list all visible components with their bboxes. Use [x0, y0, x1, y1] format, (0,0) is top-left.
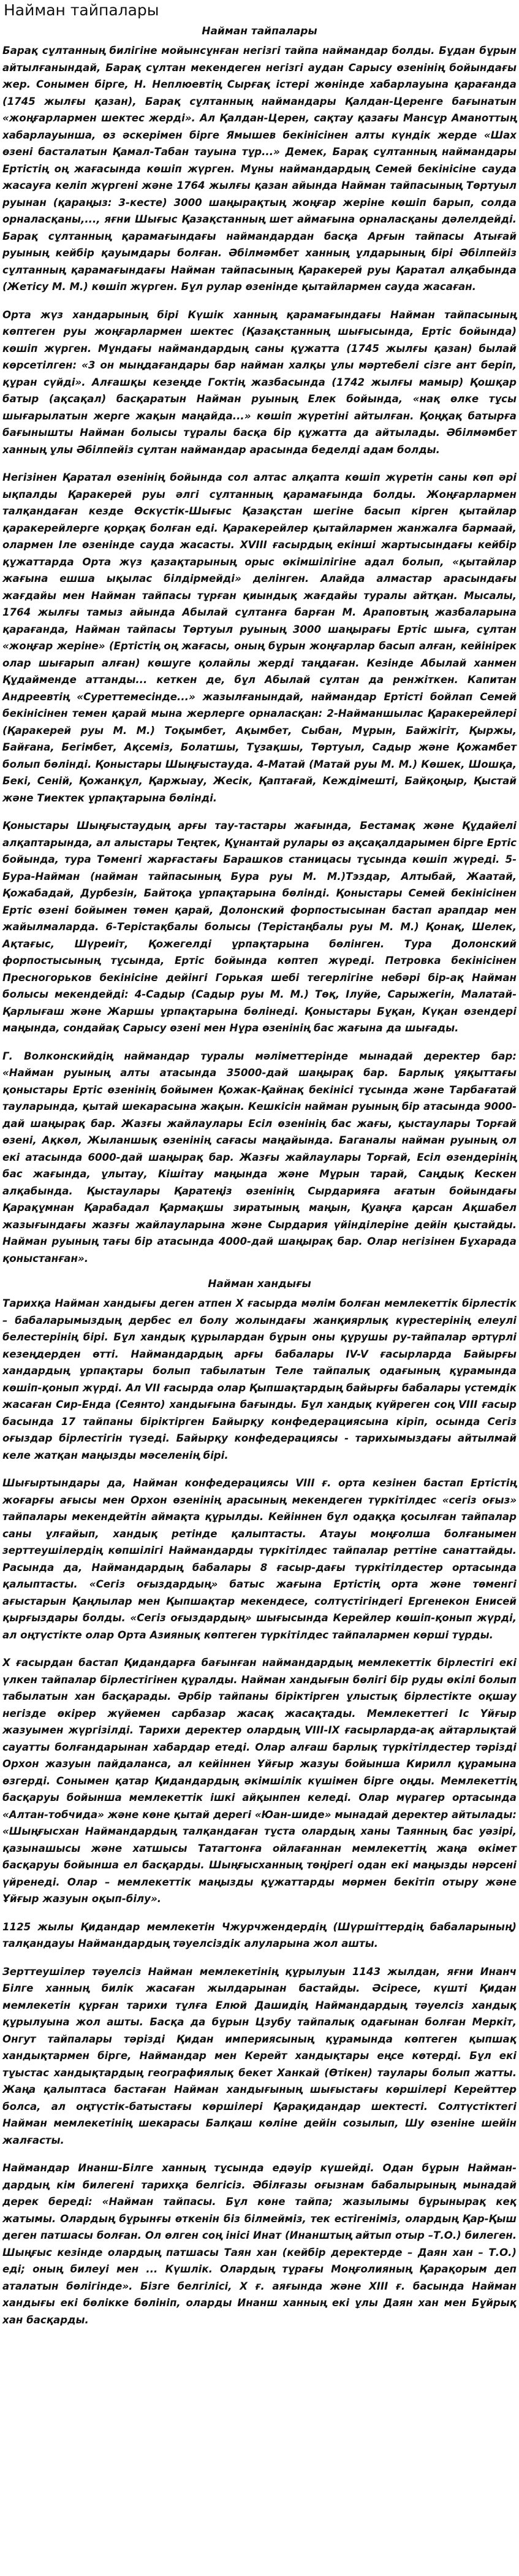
- paragraph: Тарихқа Найман хандығы деген атпен Х ғасырда мәлім болған мемлекеттік бірлестік – бабаларымыздың дербес ел болу жолындағы жанқиярлық күрестерінің елеулі белестерінің бірі. Бұл хандық құрылардан бұрын оны құрушы ру-тайпалар әртүрлі кезеңдерден өтті. Наймандардың арғы бабалары ІV-V ғасырларда Байырғы хандардың ұрпақтары болып табылатын Теле тайпалық одағының құрамында көшіп-қонып жүрді. Ал VII ғасырда олар Қыпшақтардың байырғы бабалары үстемдік жасаған Сир-Енда (Сеянто) хандығына бағынды. Бұл хандық күйреген соң VIII ғасыр басында 17 тайпаны біріктірген Байырқу конфедерациясына кіріп, осында Сегіз оғыздар бірлестігін түзеді. Байырқу конфедерациясы - тарихымыздағы айтылмай келе жатқан маңызды мәселенің бірі.: [2, 1298, 517, 1461]
- paragraph: Барақ сұлтанның билігіне мойынсұнған негізгі тайпа наймандар болды. Бұдан бұрын айтылғанындай, Барақ сұлтан мекендеген негізгі аудан Сарысу өзенінің бойындағы жер. Сонымен бірге, Н. Неплюевтің Сырғақ істері жөнінде хабарлауына қарағанда (1745 жылғы қазан), Барақ сұлтанның наймандары Қалдан-Церенге бағынатын «жоңғарлармен шектес жерді». Ал Қалдан-Церен, сақтау қазағы Мансұр Аманоттың хабарлауынша, өз әскерімен бірге Ямышев бекінісінен алты күндік жерде «Шах өзені басталатын Қамал-Табан тауына тұр...» Демек, Барақ сұлтанның наймандары Ертістің оң жағасында көшіп жүрген. Мұны наймандардың Семей бекінісіне сауда жасауға келіп жүргені және 1764 жылғы қазан айында Найман тайпасының Төртуыл руынан (қараңыз: 3-кесте) 3000 шаңырақтың жоңғар жеріне көшіп барып, солда орналасқаны,..., яғни Шығыс Қазақстанның шет аймағына орналасқаны дәлелдейді. Барақ сұлтанның қарамағындағы наймандардан басқа Арғын тайпасы Атығай руының кейбір қауымдары болған. Әбілмәмбет ханның ұлдарының бірі Әбілпейіз сұлтанның қарамағындағы Найман тайпасының Қаракерей руы Қаратал алқабында (Жетісу М. М.) көшіп жүрген. Бұл рулар өзенінде қытайлармен сауда жасаған.: [2, 45, 517, 292]
- paragraph: Х ғасырдан бастап Қидандарға бағынған наймандардың мемлекеттік бірлестігі екі үлкен тайпалар бірлестігінен құралды. Найман хандығын бөлігі бір руды өкілі болып табылатын хан басқарады. Әрбір тайпаны біріктірген ұлыстық бірлестікте оқшау негізде өкірер жүйемен сарбазар жасақ жасақтады. Мемлекеттегі Іс Үйғыр жазуымен жүргізілді. Тарихи деректер олардың VIII-IX ғасырларда-ақ айтарлықтай сауатты болғандарынан хабардар етеді. Олар алғаш барлық түркітілдестер тәрізді Орхон жазуын пайдаланса, ал кейіннен Ұйғыр жазуы бойынша Кирилл құрамына өзгерді. Сонымен қатар Қидандардың әкімшілік күшімен бірге оңды. Мемлекеттің басқаруы бойынша мемлекеттік ішкі айқынпен келеді. Олар мүрагер ортасында «Алтан-тобчида» және көне қытай дерегі «Юан-шиде» мынадай деректер айтылады: «Шыңғысхан Наймандардың талқандаған тұста олардың ханы Таянның бас уәзірі, қазынашысы және хатшысы Татагтонға ойлағаннан мемлекеттің жаңа өкімет басқаруы бойынша ел басқарды. Шыңғысханның төңірегі одан екі маңызды нәрсені үйренеді. Олар – мемлекеттік маңызды құжаттарды мөрмен бекітіп отыру және Ұйғыр жазуын оқып-білу».: [2, 1657, 517, 1905]
- paragraph: Орта жүз хандарының бірі Күшік ханның қарамағындағы Найман тайпасының көптеген руы жоңғарлармен шектес (Қазақстанның шығысында, Ертіс бойында) көшіп жүрген. Мұндағы наймандардың саны құжатта (1745 жылғы қазан) былай көрсетілген: «3 он мыңдағандары бар найман халқы ұлы мәртебелі сізге ант беріп, құран сүйді». Алғашқы кезеңде Гоктің жазбасында (1742 жылғы мамыр) Қошқар батыр (ақсақал) басқаратын Найман руының Елек бойында, «нақ өлке тұсы шығарылатын жерге жақын маңайда...» көшіп жүретіні айтылған. Қоңқақ батырға бағынышты Найман болысы тұралы басқа бір құжатта да айтылады. Әбілмәмбет ханның ұлы Әбілпейіз сұлтан наймандар арасында беделді адам болды.: [2, 308, 517, 456]
- paragraph: 1125 жылы Қидандар мемлекетін Чжурчжендердің (Шүршіттердің бабаларының) талқандауы Наймандардың тәуелсіздік алуларына жол ашты.: [2, 1921, 517, 1949]
- paragraph: Шығыртындары да, Найман конфедерациясы VIII ғ. орта кезінен бастап Ертістің жоғарғы ағысы мен Орхон өзенінің арасының мекендеген түркітілдес «сегіз оғыз» тайпалары мекендейтін аймақта құрылды. Кейіннен бұл одаққа қосылған тайпалар саны ұлғайып, хандық ретінде қалыптасты. Атауы моңғолша болғанымен зерттеушілердің көпшілігі Наймандарды түркітілдес тайпалар реттіне санаттайды. Расында да, Наймандардың бабалары 8 ғасыр-дағы түркітілдестер ортасында қалыптасты. «Сегіз оғыздардың» батыс жағына Ертістің орта және төменгі ағыстарын Қаңлылар мен Қыпшақтар мекендесе, солтүстігіндегі Ергенекон Енисей қырғыздары болды. «Сегіз оғыздардың» шығысында Керейлер көшіп-қонып жүрді, ал оңтүстікте олар Орта Азиянық көптеген түркітілдес тайпалармен көрші тұрды.: [2, 1477, 517, 1641]
- page-title: Найман тайпалары: [4, 1, 159, 19]
- paragraph: Зерттеушілер тәуелсіз Найман мемлекетінің құрылуын 1143 жылдан, яғни Инанч Білге ханның билік жасаған жылдарынан бастайды. Әсіресе, күшті Қидан мемлекетін құрған тарихи тұлға Елюй Дашидің Наймандардың тәуелсіз хандық құрылуына жол ашты. Басқа да бұрын Цзубу тайпалық одағынан болған Меркіт, Онгут тайпалары тәрізді Қидан империясының құрамында көптеген қыпшақ хандықтармен бірге, Наймандар мен Керейт хандықтары еңсе көтерді. Бұл екі тұыстас хандықтардың географиялық бекет Ханкай (Өтікен) таулары болып жатты. Жаңа қалыптаса бастаған Найман хандығының шығыстағы көршілері Керейттер болса, ал оңтүстік-батыстағы көршілері Қарақидандар шектесті. Солтүстіктегі Найман мемлекетінің шекарасы Балқаш көліне дейін созылып, Шу өзеніне шейін жалғасты.: [2, 1965, 517, 2146]
- paragraph: Наймандар Инанш-Білге ханның тұсында едәуір күшейді. Одан бұрын Наймандардың кім билегені тарихқа белгісіз. Әбілғазы оғызнам бабалырының мынадай дерек береді: «Найман тайпасы. Бұл көне тайпа; жазылымы бұрынырақ кеқ жатымы. Олардың бұрынғы өткенін біз білмейміз, тек естігеніміз, олардың Қар-Қыш деген патшасы болған. Ол өлген соң інісі Инат (Инанштың айтып отыр –Т.О.) билеген. Шыңғыс кезінде олардың патшасы Таян хан (кейбір деректерде – Даян хан – Т.О.) еді; оның билеуі мен ... Күшлік. Олардың тұрағы Моңғолияның Қарақорым деп аталатын бөлігінде». Бізге белгілісі, Х ғ. аяғында және XIII ғ. басында Найман хандығы екі бөлікке бөлініп, оларды Инанш ханның екі ұлы Даян хан мен Бұйрық хан басқарды.: [2, 2162, 517, 2326]
- paragraph: Г. Волконскийдің наймандар туралы мәліметтерінде мынадай деректер бар: «Найман руының алты атасында 35000-дай шаңырақ бар. Барлық ұяқыттағы қоныстары Ертіс өзенінің бойымен Қожак-Қайнақ бекінісі тұсында және Тарбағатай тауларында, қытай шекарасына жақын. Кешкісін найман руының бір атасында 9000-дай шаңырақ бар. Жазғы жайлаулары Есіл өзенінің бас жағы, қыстаулары Торғай өзені, Ақкөл, Жыланшық өзенінің сағасы маңайында. Баганалы найман руының ол екі атасында 6000-дай шаңырақ бар. Жазғы жайлаулары Торғай, Есіл өзендерінің бас жағында, ұлытау, Кішітау маңында және Мұрын тарай, Саңдық Кескен алқабында. Қыстаулары Қаратеңіз өзенінің Сырдарияға ағатын бойындағы Қарақұмнан Қарабадал Қармақшы зиратының маңын, Қуаңға қарсан Ақшабел жазығындағы жазғы жайлауларына және Сырдария үйінділеріне дейін қыстайды. Найман руының тағы бір атасында 4000-дай шаңырақ бар. Олар негізінен Бұхарада қоныстанған».: [2, 1050, 517, 1264]
- paragraph: Қоныстары Шыңғыстаудың арғы тау-тастары жағында, Бестамақ және Құдайелі алқаптарында, ал алыстары Теңтек, Құнантай рулары өз ақсақалдарымен бірге Ертіс бойында, тура Төменгі жарғастағы Барашков станицасы тұсында көшіп жүреді. 5-Бура-Найман (найман тайпасының Бура руы М. М.)Тэздар, Алтыбай, Жаатай, Қожабадай, Дурбезін, Байтоқа ұрпақтарына бөлінді. Қоныстары Семей бекінісінен Ертіс өзені бойымен төмен қарай, Долонский форпостысынан бастап арапдар мен жайылмаларда. 6-Терістақбалы болысы (Терістаңбалы руы М. М.) Қонақ, Шелек, Ақтағыс, Шүреиіт, Қожегелді ұрпақтарына бөлінген. Тура Долонский форпостысының тұсында, Ертіс бойында көптеп жүреді. Петровка бекінісінен Пресногорьков бекінісіне дейінгі Горькая шебі тегерлігіне небәрі бір-ақ Найман болысы мекендейді: 4-Садыр (Садыр руы М. М.) Төқ, Ілуйе, Сарыжегін, Малатай-Қарлығаш және Жаршы ұрпақтарына бөлінеді. Қоныстары Бұқан, Күқан өзендері маңында, сондайақ Сарысу өзені мен Нұра өзенінің бас жағына да шығады.: [2, 820, 517, 1034]
- section-heading-tribes: Найман тайпалары: [202, 25, 317, 37]
- section-heading-khanate: Найман хандығы: [208, 1278, 311, 1290]
- paragraph: Негізінен Қаратал өзенінің бойында сол алтас алқапта көшіп жүретін саны көп әрі ықпалды Қаракерей руы әлгі сұлтанның қарамағында болды. Жоңғарлармен талқандаған кезде Өскүстік-Шығыс Қазақстан шегіне басып кірген қытайлар қаракерейлерге қорқақ болған еді. Қаракерейлер қытайлармен жанжалға бармаай, олармен Іле өзенінде сауда жасасты. XVIII ғасырдың екінші жартысындағы кейбір құжаттарда Орта жүз қазақтарының орыс өкімшілігіне адал болып, «қытайлар жағына ешша ықылас білдірмейді» делінген. Алайда алмастар арасындағы жағдайы мен Найман тайпасы тұрған қиындық жағдайы туралы айтқан. Мысалы, 1764 жылғы тамыз айында Абылай сұлтанға барған М. Араповтың жазбаларына қарағанда, Найман тайпасы Төртуыл руының 3000 шаңырағы Ертіс шыға, сұлтан «жоңғар жеріне» (Ертістің оң жағасы, оның бұрын жоңғарлар басып алған, кейінірек олар шығарып алған) көшуге қолайлы жерді таңдаған. Кезінде Абылай ханмен Құдайменде аттанды... кеткен де, бұл Абылай сұлтан да ренжіткен. Капитан Андреевтің «Суреттемесінде...» жазылғанындай, наймандар Ертісті бойлап Семей бекінісінен темен қарай мына жерлерге орналасқан: 2-Найманшылас Қаракерейлері (Қаракерей руы М. М.) Тоқымбет, Ақымбет, Сыбан, Мұрын, Байжігіт, Қыржы, Байғана, Бегімбет, Ақсеміз, Болатшы, Тұзақшы, Төртуыл, Садыр және Қожамбет болып бөлінді. Қоныстары Шыңғыстауда. 4-Матай (Матай руы М. М.) Көшек, Шошқа, Бекі, Сеній, Қожанқұл, Қаржыау, Жесік, Қаптағай, Кеждімешті, Байқоңыр, Қыстай және Тиектек ұрпақтарына бөлінді.: [2, 472, 517, 804]
